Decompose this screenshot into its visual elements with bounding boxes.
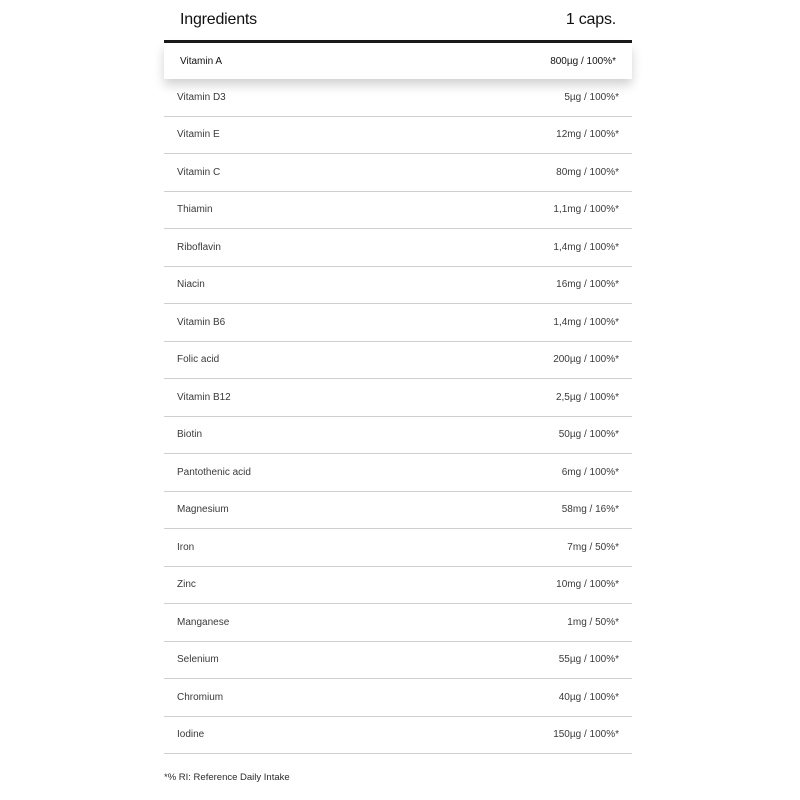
ingredient-name: Thiamin: [177, 204, 213, 216]
table-row[interactable]: [164, 154, 632, 192]
ingredient-name: Biotin: [177, 429, 203, 441]
ingredients-table: [164, 0, 632, 754]
table-row[interactable]: [164, 192, 632, 230]
ingredient-amount: 80mg / 100%*: [556, 166, 619, 178]
ingredient-name: Selenium: [177, 654, 219, 666]
ingredient-name: Vitamin C: [177, 166, 221, 178]
ingredient-name: Vitamin E: [177, 129, 220, 141]
table-row[interactable]: [164, 567, 632, 605]
ingredient-amount: 2,5µg / 100%*: [555, 391, 619, 403]
table-row[interactable]: [164, 604, 632, 642]
ingredient-amount: 1,1mg / 100%*: [553, 204, 619, 216]
table-row[interactable]: [164, 267, 632, 305]
table-row[interactable]: [164, 79, 632, 117]
table-row[interactable]: [164, 492, 632, 530]
ingredient-name: Vitamin D3: [177, 91, 226, 103]
ingredient-name: Folic acid: [177, 354, 220, 366]
ingredient-name: Magnesium: [177, 504, 229, 516]
ingredient-amount: 800µg / 100%*: [550, 55, 616, 67]
table-row[interactable]: [164, 117, 632, 155]
ingredient-name: Iron: [177, 541, 195, 553]
serving-column-header: 1 caps.: [565, 11, 616, 28]
table-row[interactable]: [164, 43, 632, 79]
ingredient-amount: 1mg / 50%*: [567, 616, 619, 628]
ingredients-column-header: Ingredients: [180, 11, 257, 28]
ingredient-amount: 58mg / 16%*: [561, 504, 619, 516]
ingredient-amount: 5µg / 100%*: [564, 91, 619, 103]
ingredient-amount: 1,4mg / 100%*: [553, 241, 619, 253]
ingredient-name: Vitamin B6: [177, 316, 226, 328]
ingredient-amount: 55µg / 100%*: [558, 654, 619, 666]
ingredient-name: Manganese: [177, 616, 230, 628]
table-row[interactable]: [164, 229, 632, 267]
table-header: [164, 0, 632, 43]
ingredient-amount: 7mg / 50%*: [567, 541, 619, 553]
ingredient-amount: 50µg / 100%*: [558, 429, 619, 441]
ingredient-amount: 16mg / 100%*: [556, 279, 619, 291]
ingredient-amount: 12mg / 100%*: [556, 129, 619, 141]
table-row[interactable]: [164, 417, 632, 455]
table-row[interactable]: [164, 679, 632, 717]
table-row[interactable]: [164, 717, 632, 755]
table-row[interactable]: [164, 342, 632, 380]
table-row[interactable]: [164, 454, 632, 492]
ingredient-amount: 150µg / 100%*: [553, 729, 619, 741]
table-row[interactable]: [164, 379, 632, 417]
table-row[interactable]: [164, 529, 632, 567]
ingredient-name: Chromium: [177, 691, 224, 703]
ingredient-name: Riboflavin: [177, 241, 221, 253]
ingredient-name: Zinc: [177, 579, 196, 591]
footnote: *% RI: Reference Daily Intake: [164, 772, 290, 783]
ingredient-name: Vitamin A: [180, 55, 223, 67]
table-row[interactable]: [164, 642, 632, 680]
table-row[interactable]: [164, 304, 632, 342]
ingredient-name: Vitamin B12: [177, 391, 231, 403]
ingredient-amount: 6mg / 100%*: [561, 466, 619, 478]
ingredient-amount: 40µg / 100%*: [558, 691, 619, 703]
ingredient-amount: 1,4mg / 100%*: [553, 316, 619, 328]
ingredient-name: Iodine: [177, 729, 205, 741]
ingredient-name: Pantothenic acid: [177, 466, 251, 478]
ingredient-amount: 200µg / 100%*: [553, 354, 619, 366]
ingredient-name: Niacin: [177, 279, 205, 291]
ingredients-rows: [164, 43, 632, 754]
ingredient-amount: 10mg / 100%*: [556, 579, 619, 591]
